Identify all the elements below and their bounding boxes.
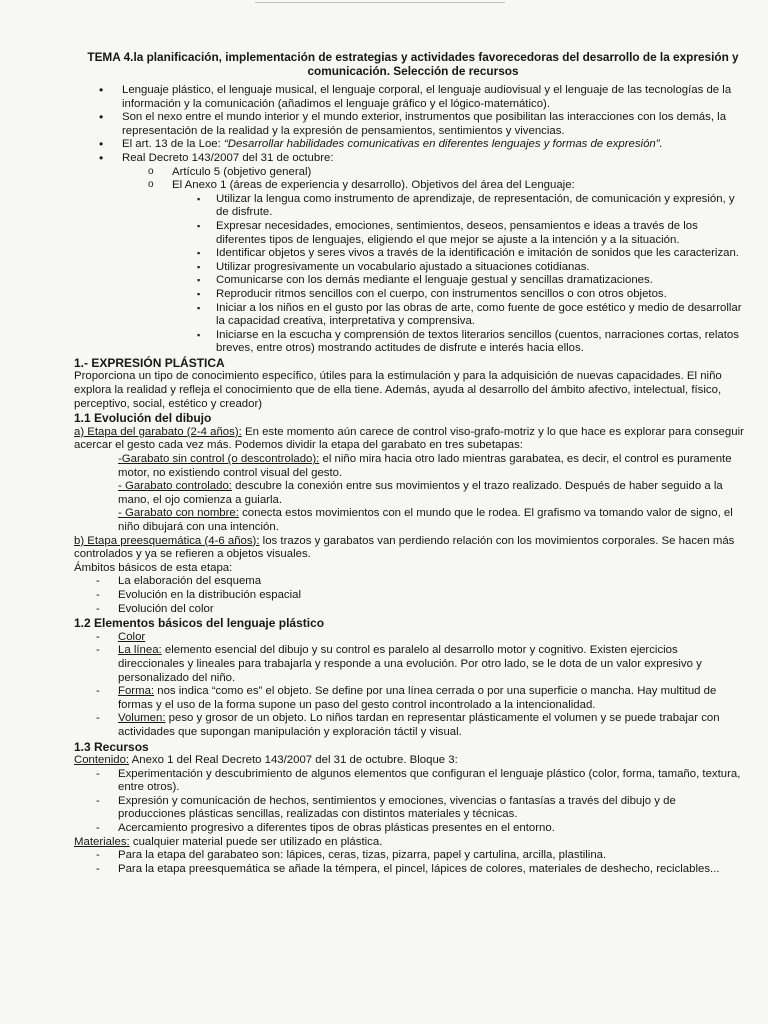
elemento-label: Volumen: (118, 712, 166, 725)
objetivo-item: ▪ Expresar necesidades, emociones, sentimientos, deseos, pensamientos e ideas a través de los diferentes tipos de lenguajes, eligiendo el que mejor se ajuste a la intención y a la situación. (172, 220, 744, 247)
objetivos-list (172, 193, 744, 356)
loe-bullet (72, 138, 744, 152)
materiales-paragraph (2, 836, 744, 850)
elemento-label: Forma: (118, 685, 155, 698)
intro-list (72, 84, 744, 356)
objetivo-item: ▪ Utilizar progresivamente un vocabulario ajustado a situaciones cotidianas. (172, 261, 744, 275)
intro-bullet: • Lenguaje plástico, el lenguaje musical, el lenguaje corporal, el lenguaje audiovisual y el lenguaje de las tecnologías de la información y la comunicación (añadimos el lenguaje gráfico y el lógico-matemático). (72, 84, 744, 111)
garabato-label: a) Etapa del garabato (2-4 años): (74, 425, 242, 438)
contenido-label: Contenido: (74, 754, 130, 767)
garabato-text: En este momento aún carece de control viso-grafo-motriz y lo que hace es explorar para conseguir acercar el gesto cada vez más. Podemos dividir la etapa del garabato en tres subetapas: (74, 425, 744, 452)
loe-quote: “Desarrollar habilidades comunicativas en diferentes lenguajes y formas de expresión”. (223, 138, 663, 151)
elemento-label: La línea: (118, 644, 162, 657)
contenido-item: - Acercamiento progresivo a diferentes tipos de obras plásticas presentes en el entorno. (74, 822, 744, 836)
elemento-label: Color (118, 630, 146, 643)
ambitos-label: Ámbitos básicos de esta etapa: (74, 561, 233, 574)
decreto-subitem: o Artículo 5 (objetivo general) (144, 166, 744, 180)
materiales-list (2, 849, 744, 876)
document-title: TEMA 4.la planificación, implementación de estrategias y actividades favorecedoras del desarrollo de la expresión y comunicación. Selección de recursos (87, 50, 739, 78)
ambito-item: - La elaboración del esquema (74, 575, 744, 589)
elemento-item (74, 644, 744, 685)
garabato-paragraph (2, 426, 744, 453)
elemento-text: elemento esencial del dibujo y su control es paralelo al desarrollo motor y cognitivo. Existen ejercicios direccionales y lineales para trabajarla y responde a una evolución. Por otro lado, se le dota de un valor expresivo y personalizado del niño. (118, 644, 702, 684)
subetapa-paragraph (2, 480, 744, 507)
elementos-list (2, 631, 744, 740)
material-item: - Para la etapa del garabateo son: lápices, ceras, tizas, pizarra, papel y cartulina, arcilla, plastilina. (74, 849, 744, 863)
section-1-1-heading: 1.1 Evolución del dibujo (74, 411, 212, 426)
preesquematica-text: los trazos y garabatos van perdiendo relación con los movimientos corporales. Se hacen más controlados y ya se refieren a objetos visuales. (74, 534, 735, 561)
subetapa-text: el niño mira hacia otro lado mientras garabatea, es decir, el control es puramente motor, no existiendo control visual del gesto. (118, 453, 732, 479)
ambito-item: - Evolución del color (74, 603, 744, 617)
decreto-sublist (122, 166, 744, 356)
elemento-text: nos indica “como es” el objeto. Se define por una línea cerrada o por una superficie o mancha. Hay multitud de formas y el uso de la forma supone un paso del gesto control incontrolado a la intencionalidad. (118, 685, 717, 711)
objetivo-item: ▪ Iniciar a los niños en el gusto por las obras de arte, como fuente de goce estético y medio de desarrollar la capacidad creativa, interpretativa y comprensiva. (172, 302, 744, 329)
decreto-text: Real Decreto 143/2007 del 31 de octubre: (122, 151, 334, 164)
contenido-item: - Expresión y comunicación de hechos, sentimientos y emociones, vivencias o fantasías a través del dibujo y de producciones plásticas sencillas, realizadas con distintos materiales y técnicas. (74, 795, 744, 822)
subetapa-label: - Garabato con nombre: (118, 507, 239, 520)
ambito-item: - Evolución en la distribución espacial (74, 589, 744, 603)
elemento-item (74, 685, 744, 712)
intro-bullet: • Son el nexo entre el mundo interior y el mundo exterior, instrumentos que posibilitan las interacciones con los demás, la representación de la realidad y la expresión de pensamientos, sentimientos y vivencias. (72, 111, 744, 138)
section-1-3-heading: 1.3 Recursos (74, 739, 149, 754)
objetivo-item: ▪ Comunicarse con los demás mediante el lenguaje gestual y sencillas dramatizaciones. (172, 274, 744, 288)
elemento-item (74, 712, 744, 739)
objetivo-item: ▪ Utilizar la lengua como instrumento de aprendizaje, de representación, de comunicación y expresión, y de disfrute. (172, 193, 744, 220)
preesquematica-paragraph (2, 535, 744, 562)
objetivo-item: ▪ Identificar objetos y seres vivos a través de la identificación e imitación de sonidos que les caracterizan. (172, 247, 744, 261)
subetapa-text: conecta estos movimientos con el mundo que le rodea. El grafismo va tomando valor de signo, el niño dibujará con una intención. (118, 507, 733, 533)
objetivo-item: ▪ Iniciarse en la escucha y comprensión de textos literarios sencillos (cuentos, narraciones cortas, relatos breves, entre otros) mostrando actitudes de disfrute e interés hacia ellos. (172, 329, 744, 356)
decreto-bullet (72, 152, 744, 356)
contenido-paragraph (2, 754, 744, 768)
materiales-text: cualquier material puede ser utilizado en plástica. (129, 835, 383, 848)
loe-prefix: El art. 13 de la Loe: (122, 138, 224, 151)
preesquematica-label: b) Etapa preesquemática (4-6 años): (74, 534, 260, 547)
contenidos-list (2, 768, 744, 836)
contenido-text: Anexo 1 del Real Decreto 143/2007 del 31 de octubre. Bloque 3: (129, 754, 458, 767)
subetapa-paragraph (2, 507, 744, 534)
section-1-heading: 1.- EXPRESIÓN PLÁSTICA (74, 355, 225, 370)
decreto-subitem (144, 179, 744, 356)
objetivo-item: ▪ Reproducir ritmos sencillos con el cuerpo, con instrumentos sencillos o con otros objetos. (172, 288, 744, 302)
section-1-2-heading: 1.2 Elementos básicos del lenguaje plástico (74, 616, 325, 631)
section-1-text: Proporciona un tipo de conocimiento específico, útiles para la estimulación y para la adquisición de nuevas capacidades. El niño explora la realidad y refleja el conocimiento que de ella tiene. Además, ayuda al desarrollo del ámbito afectivo, intelectual, físico, perceptivo, social, estético y creador) (74, 370, 722, 410)
materiales-label: Materiales: (74, 835, 130, 848)
subetapa-label: -Garabato sin control (o descontrolado): (118, 453, 320, 466)
subetapa-paragraph (2, 453, 744, 480)
material-item: - Para la etapa preesquemática se añade la témpera, el pincel, lápices de colores, materiales de deshecho, reciclables... (74, 863, 744, 877)
subetapa-text: descubre la conexión entre sus movimientos y el trazo realizado. Después de haber seguido a la mano, el ojo comienza a guiarla. (118, 480, 723, 506)
elemento-item (74, 631, 744, 645)
anexo-text: El Anexo 1 (áreas de experiencia y desarrollo). Objetivos del área del Lenguaje: (172, 179, 575, 192)
elemento-text: peso y grosor de un objeto. Lo niños tardan en representar plásticamente el volumen y se puede trabajar con actividades que supongan manipulación y exploración táctil y visual. (118, 712, 720, 738)
contenido-item: - Experimentación y descubrimiento de algunos elementos que configuran el lenguaje plástico (color, forma, tamaño, textura, entre otros). (74, 768, 744, 795)
subetapa-label: - Garabato controlado: (118, 480, 232, 493)
ambitos-list (2, 575, 744, 616)
